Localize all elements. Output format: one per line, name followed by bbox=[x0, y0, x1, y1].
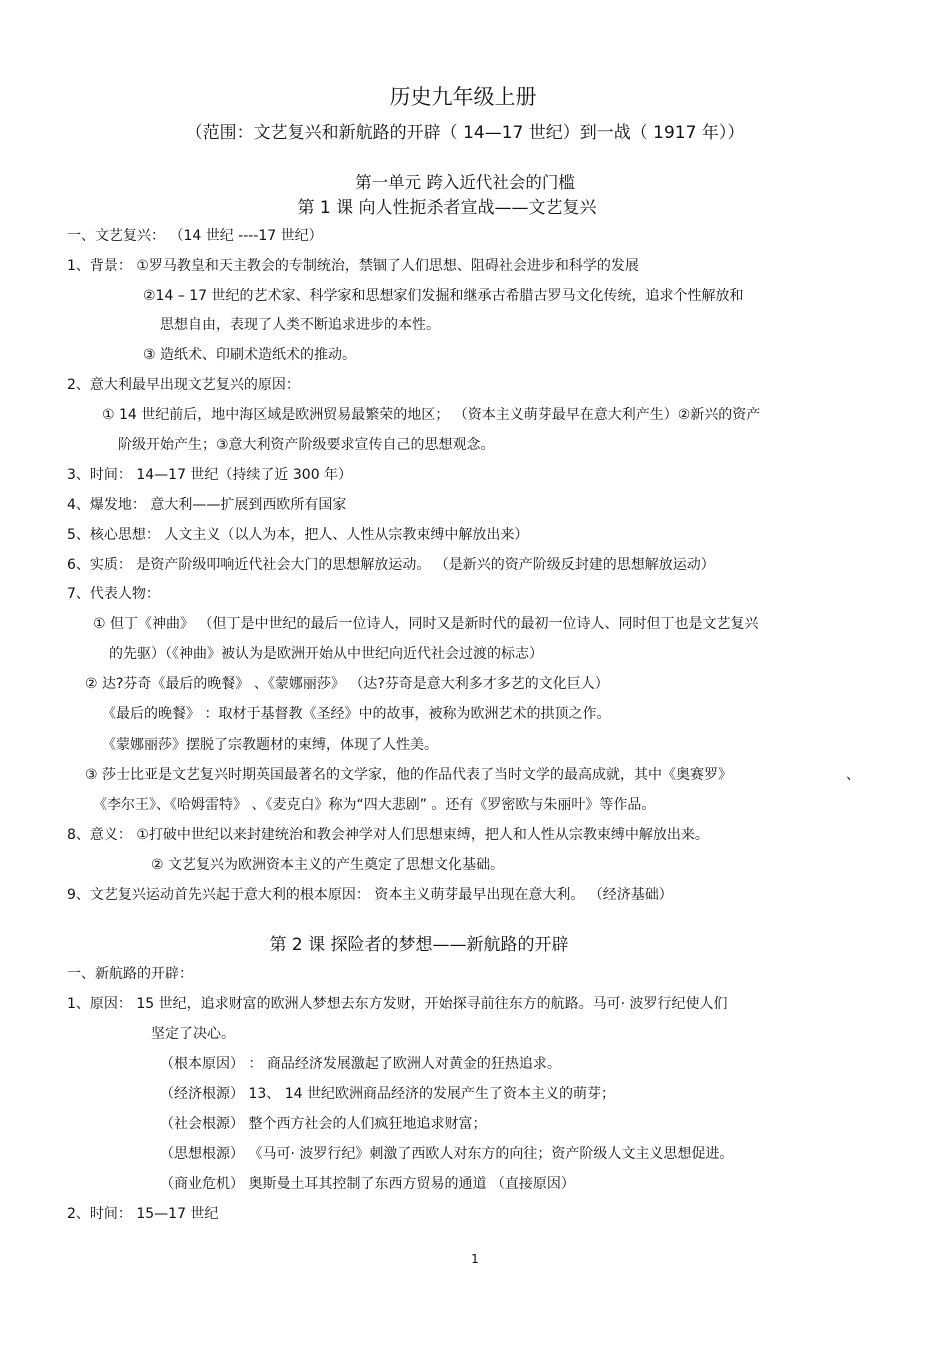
text-line: ① 但丁《神曲》 （但丁是中世纪的最后一位诗人，同时又是新时代的最初一位诗人、同时但丁也是文艺复兴 bbox=[93, 616, 759, 632]
section-heading: 一、文艺复兴： （14 世纪 ----17 世纪） bbox=[67, 228, 323, 244]
text-line: 7、代表人物： bbox=[67, 586, 160, 602]
text-line: ① 14 世纪前后，地中海区域是欧洲贸易最繁荣的地区； （资本主义萌芽最早在意大利产生）②新兴的资产 bbox=[102, 407, 761, 423]
text-line: ② 达?芬奇《最后的晚餐》 、《蒙娜丽莎》 （达?芬奇是意大利多才多艺的文化巨人） bbox=[85, 676, 609, 692]
text-line: 的先驱）（《神曲》被认为是欧洲开始从中世纪向近代社会过渡的标志） bbox=[109, 646, 543, 662]
text-line: 《李尔王》、《哈姆雷特》 、《麦克白》称为“四大悲剧” 。还有《罗密欧与朱丽叶》等作品。 bbox=[93, 797, 656, 813]
text-line: 1、背景： ①罗马教皇和天主教会的专制统治，禁锢了人们思想、阻碍社会进步和科学的发展 bbox=[67, 258, 639, 274]
page-number: 1 bbox=[471, 1252, 479, 1266]
text-line: 2、意大利最早出现文艺复兴的原因： bbox=[67, 377, 300, 393]
text-line: 、 bbox=[846, 767, 860, 783]
text-line: ③ 造纸术、印刷术造纸术的推动。 bbox=[143, 347, 357, 363]
text-line: （社会根源） 整个西方社会的人们疯狂地追求财富； bbox=[160, 1116, 487, 1132]
text-line: 1、原因： 15 世纪，追求财富的欧洲人梦想去东方发财，开始探寻前往东方的航路。马可· 波罗行纪使人们 bbox=[67, 996, 728, 1012]
text-line: 4、爆发地： 意大利——扩展到西欧所有国家 bbox=[67, 497, 347, 513]
lesson-1-title: 第 1 课 向人性扼杀者宣战——文艺复兴 bbox=[297, 198, 597, 218]
section-heading: 一、新航路的开辟： bbox=[67, 966, 193, 982]
text-line: ③ 莎士比亚是文艺复兴时期英国最著名的文学家，他的作品代表了当时文学的最高成就，其中《奥赛罗》 bbox=[85, 767, 732, 783]
text-line: 《蒙娜丽莎》摆脱了宗教题材的束缚，体现了人性美。 bbox=[102, 737, 438, 753]
text-line: ② 文艺复兴为欧洲资本主义的产生奠定了思想文化基础。 bbox=[151, 857, 504, 873]
text-line: 8、意义： ①打破中世纪以来封建统治和教会神学对人们思想束缚，把人和人性从宗教束缚中解放出来。 bbox=[67, 827, 709, 843]
unit-title: 第一单元 跨入近代社会的门槛 bbox=[355, 173, 575, 192]
text-line: （商业危机） 奥斯曼土耳其控制了东西方贸易的通道 （直接原因） bbox=[160, 1176, 575, 1192]
text-line: 《最后的晚餐》 ：取材于基督教《圣经》中的故事，被称为欧洲艺术的拱顶之作。 bbox=[102, 706, 611, 722]
text-line: （思想根源） 《马可· 波罗行纪》刺激了西欧人对东方的向往；资产阶级人文主义思想促进。 bbox=[160, 1146, 734, 1162]
text-line: （根本原因） ： 商品经济发展激起了欧洲人对黄金的狂热追求。 bbox=[160, 1056, 561, 1072]
document-title: 历史九年级上册 bbox=[389, 85, 537, 109]
text-line: 9、文艺复兴运动首先兴起于意大利的根本原因： 资本主义萌芽最早出现在意大利。 （经济基础） bbox=[67, 887, 673, 903]
lesson-2-title: 第 2 课 探险者的梦想——新航路的开辟 bbox=[269, 935, 569, 955]
text-line: （经济根源） 13、 14 世纪欧洲商品经济的发展产生了资本主义的萌芽； bbox=[160, 1086, 615, 1102]
text-line: 6、实质： 是资产阶级叩响近代社会大门的思想解放运动。 （是新兴的资产阶级反封建的思想解放运动） bbox=[67, 557, 715, 573]
document-subtitle: （范围：文艺复兴和新航路的开辟（ 14—17 世纪）到一战（ 1917 年）） bbox=[185, 123, 745, 143]
text-line: 坚定了决心。 bbox=[151, 1026, 235, 1042]
text-line: 3、时间： 14—17 世纪（持续了近 300 年） bbox=[67, 467, 353, 483]
text-line: 2、时间： 15—17 世纪 bbox=[67, 1206, 219, 1222]
text-line: 阶级开始产生；③意大利资产阶级要求宣传自己的思想观念。 bbox=[118, 437, 495, 453]
text-line: 思想自由，表现了人类不断追求进步的本性。 bbox=[160, 317, 440, 333]
text-line: ②14 – 17 世纪的艺术家、科学家和思想家们发掘和继承古希腊古罗马文化传统，追求个性解放和 bbox=[143, 288, 744, 304]
text-line: 5、核心思想： 人文主义（以人为本，把人、人性从宗教束缚中解放出来） bbox=[67, 527, 529, 543]
